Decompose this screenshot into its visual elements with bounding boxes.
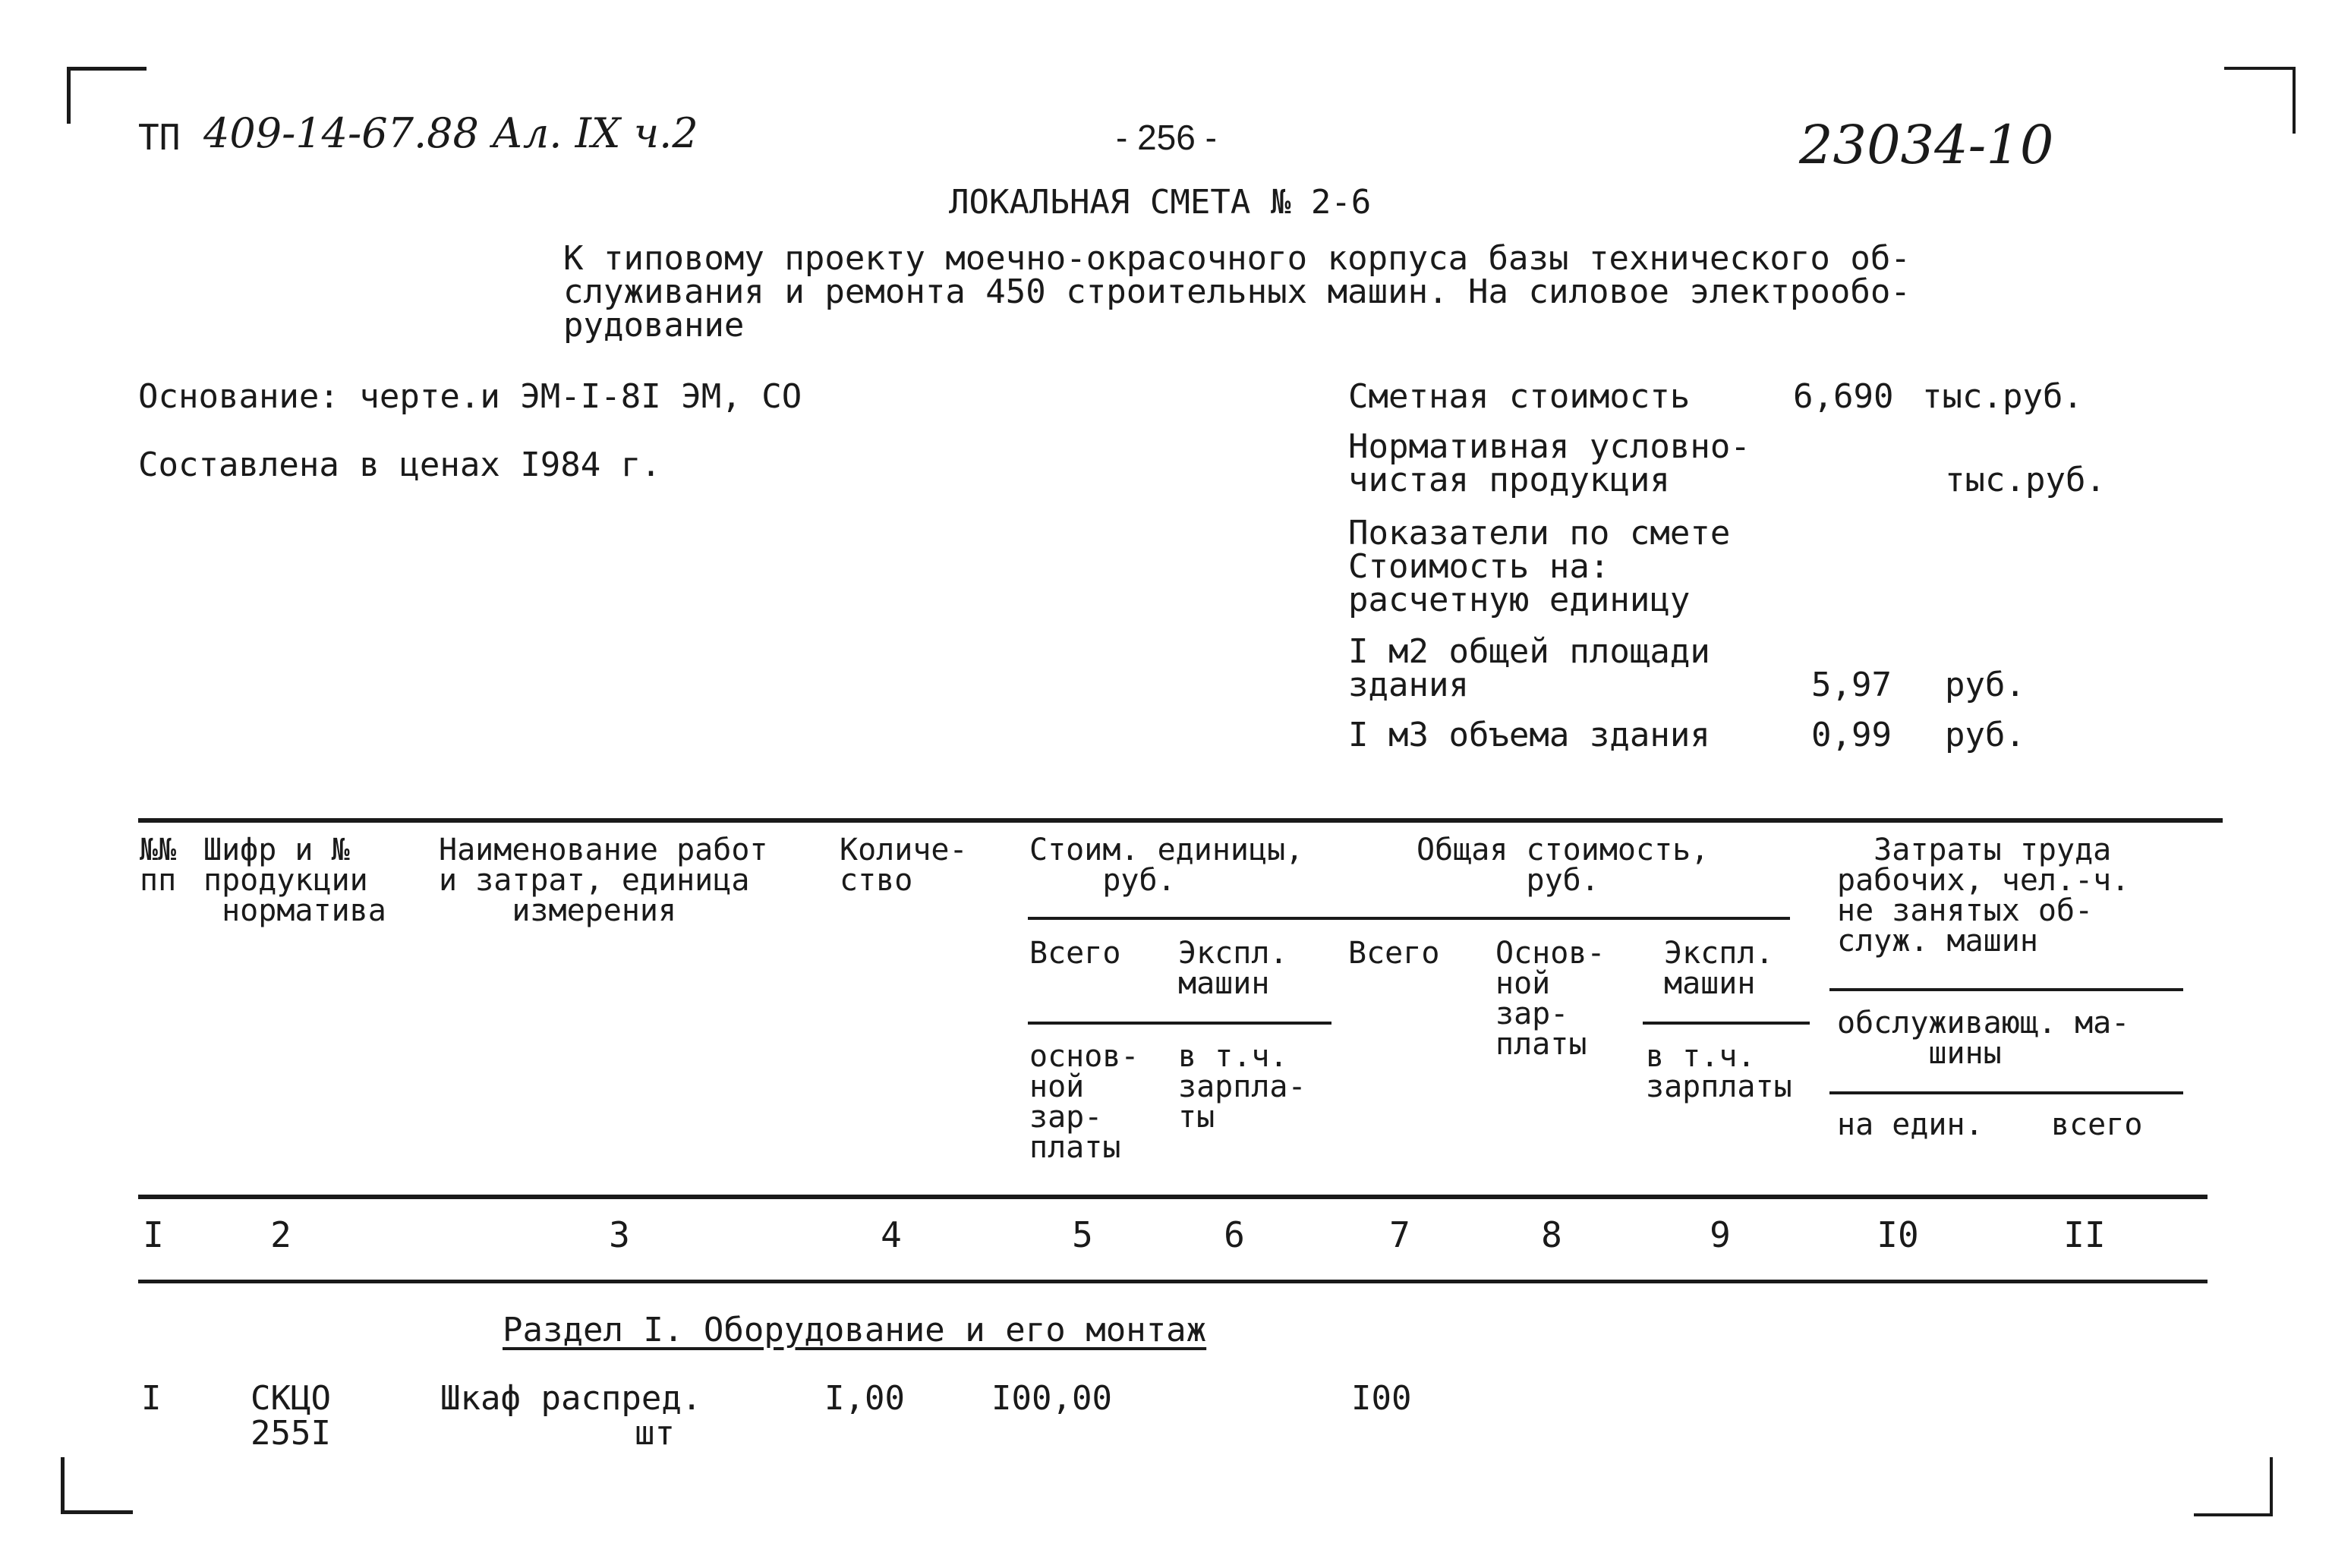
document-title: ЛОКАЛЬНАЯ СМЕТА № 2-6 [949, 183, 1372, 222]
corner-mark-bottom-left [61, 1457, 133, 1514]
header-col11-total: всего [2051, 1107, 2143, 1142]
corner-mark-bottom-right [2194, 1457, 2273, 1516]
header-total-cost-group: Общая стоимость, руб. [1417, 833, 1710, 898]
header-col-quantity: Количе- ство [840, 833, 968, 898]
column-number-2: 2 [270, 1214, 292, 1255]
per-m2-label-1: I м2 общей площади [1348, 632, 1710, 671]
column-number-4: 4 [881, 1214, 902, 1255]
header-col5-total: Всего [1029, 936, 1121, 971]
per-m2-label-2: здания [1348, 666, 1469, 704]
estimated-cost-label: Сметная стоимость [1348, 377, 1691, 416]
header-col6-machines: Экспл. машин [1178, 936, 1288, 1001]
normative-label-1: Нормативная условно- [1348, 427, 1751, 466]
per-m3-unit: руб. [1945, 716, 2025, 754]
estimated-cost-value: 6,690 [1793, 377, 1894, 416]
title-desc-line-1: К типовому проекту моечно-окрасочного корпуса базы технического об- [563, 239, 1911, 278]
column-number-1: I [143, 1214, 164, 1255]
section-title: Раздел I. Оборудование и его монтаж [503, 1311, 1207, 1349]
normative-label-2: чистая продукция [1348, 461, 1670, 499]
rule-labor-span [1829, 988, 2183, 991]
header-col10-per-unit: на един. [1837, 1107, 1984, 1142]
indicators-line-2: Стоимость на: [1348, 547, 1610, 586]
page-number: - 256 - [1116, 118, 1217, 157]
per-m2-unit: руб. [1945, 666, 2025, 704]
doc-code-print: ТП [138, 117, 181, 158]
header-col-code: Шифр и № продукции норматива [203, 833, 386, 928]
per-m3-label: I м3 объема здания [1348, 716, 1710, 754]
column-number-5: 5 [1072, 1214, 1093, 1255]
header-col9-incl-wages: в т.ч. зарплаты [1646, 1039, 1792, 1104]
per-m3-value: 0,99 [1811, 716, 1892, 754]
corner-mark-top-left [67, 67, 147, 124]
header-col7-total: Всего [1348, 936, 1440, 971]
corner-mark-top-right [2224, 67, 2296, 134]
header-labor-group: Затраты труда рабочих, чел.-ч. не занятых об- служ. машин [1837, 833, 2130, 959]
indicators-line-1: Показатели по смете [1348, 514, 1731, 553]
column-numbers-bottom-rule [138, 1280, 2208, 1283]
column-number-11: II [2063, 1214, 2106, 1255]
rule-col5-6-sub [1028, 1022, 1331, 1025]
column-number-9: 9 [1710, 1214, 1731, 1255]
table-top-rule [138, 818, 2223, 823]
row-quantity: I,00 [824, 1379, 905, 1418]
prices-year-text: Составлена в ценах I984 г. [138, 446, 661, 484]
column-number-3: 3 [609, 1214, 630, 1255]
basis-text: Основание: черте.и ЭМ-I-8I ЭМ, СО [138, 377, 802, 416]
row-code: СКЦО 255I [251, 1379, 331, 1453]
column-number-8: 8 [1541, 1214, 1562, 1255]
header-col6-incl-wages: в т.ч. зарпла- ты [1178, 1039, 1306, 1135]
column-number-6: 6 [1224, 1214, 1245, 1255]
header-col8-base-wages: Основ- ной зар- платы [1495, 936, 1606, 1062]
header-labor-serving-machines: обслуживающ. ма- шины [1837, 1006, 2130, 1071]
row-unit: шт [635, 1414, 675, 1453]
title-desc-line-3: рудование [563, 306, 745, 345]
doc-code-handwritten: 409-14-67.88 Ал. IX ч.2 [203, 109, 698, 157]
rule-col9-sub [1643, 1022, 1810, 1025]
per-m2-value: 5,97 [1811, 666, 1892, 704]
normative-unit: тыс.руб. [1945, 461, 2106, 499]
row-name: Шкаф распред. [440, 1379, 702, 1418]
indicators-line-3: расчетную единицу [1348, 581, 1691, 619]
rule-labor-sub [1829, 1091, 2183, 1094]
header-unit-cost-group: Стоим. единицы, руб. [1029, 833, 1304, 898]
archive-number: 23034-10 [1799, 114, 2054, 176]
column-number-10: I0 [1877, 1214, 1919, 1255]
column-number-7: 7 [1389, 1214, 1410, 1255]
header-col-name: Наименование работ и затрат, единица измерения [439, 833, 768, 928]
header-col5-base-wages: основ- ной зар- платы [1029, 1039, 1139, 1165]
header-col-row-number: №№ пп [140, 833, 177, 898]
title-desc-line-2: служивания и ремонта 450 строительных машин. На силовое электрообо- [563, 272, 1911, 311]
estimated-cost-unit: тыс.руб. [1922, 377, 2083, 416]
header-col9-machines: Экспл. машин [1664, 936, 1774, 1001]
row-total-cost: I00 [1351, 1379, 1412, 1418]
row-unit-cost: I00,00 [991, 1379, 1112, 1418]
column-numbers-top-rule [138, 1195, 2208, 1199]
rule-unit-cost-span [1028, 917, 1790, 920]
row-number: I [141, 1379, 162, 1418]
